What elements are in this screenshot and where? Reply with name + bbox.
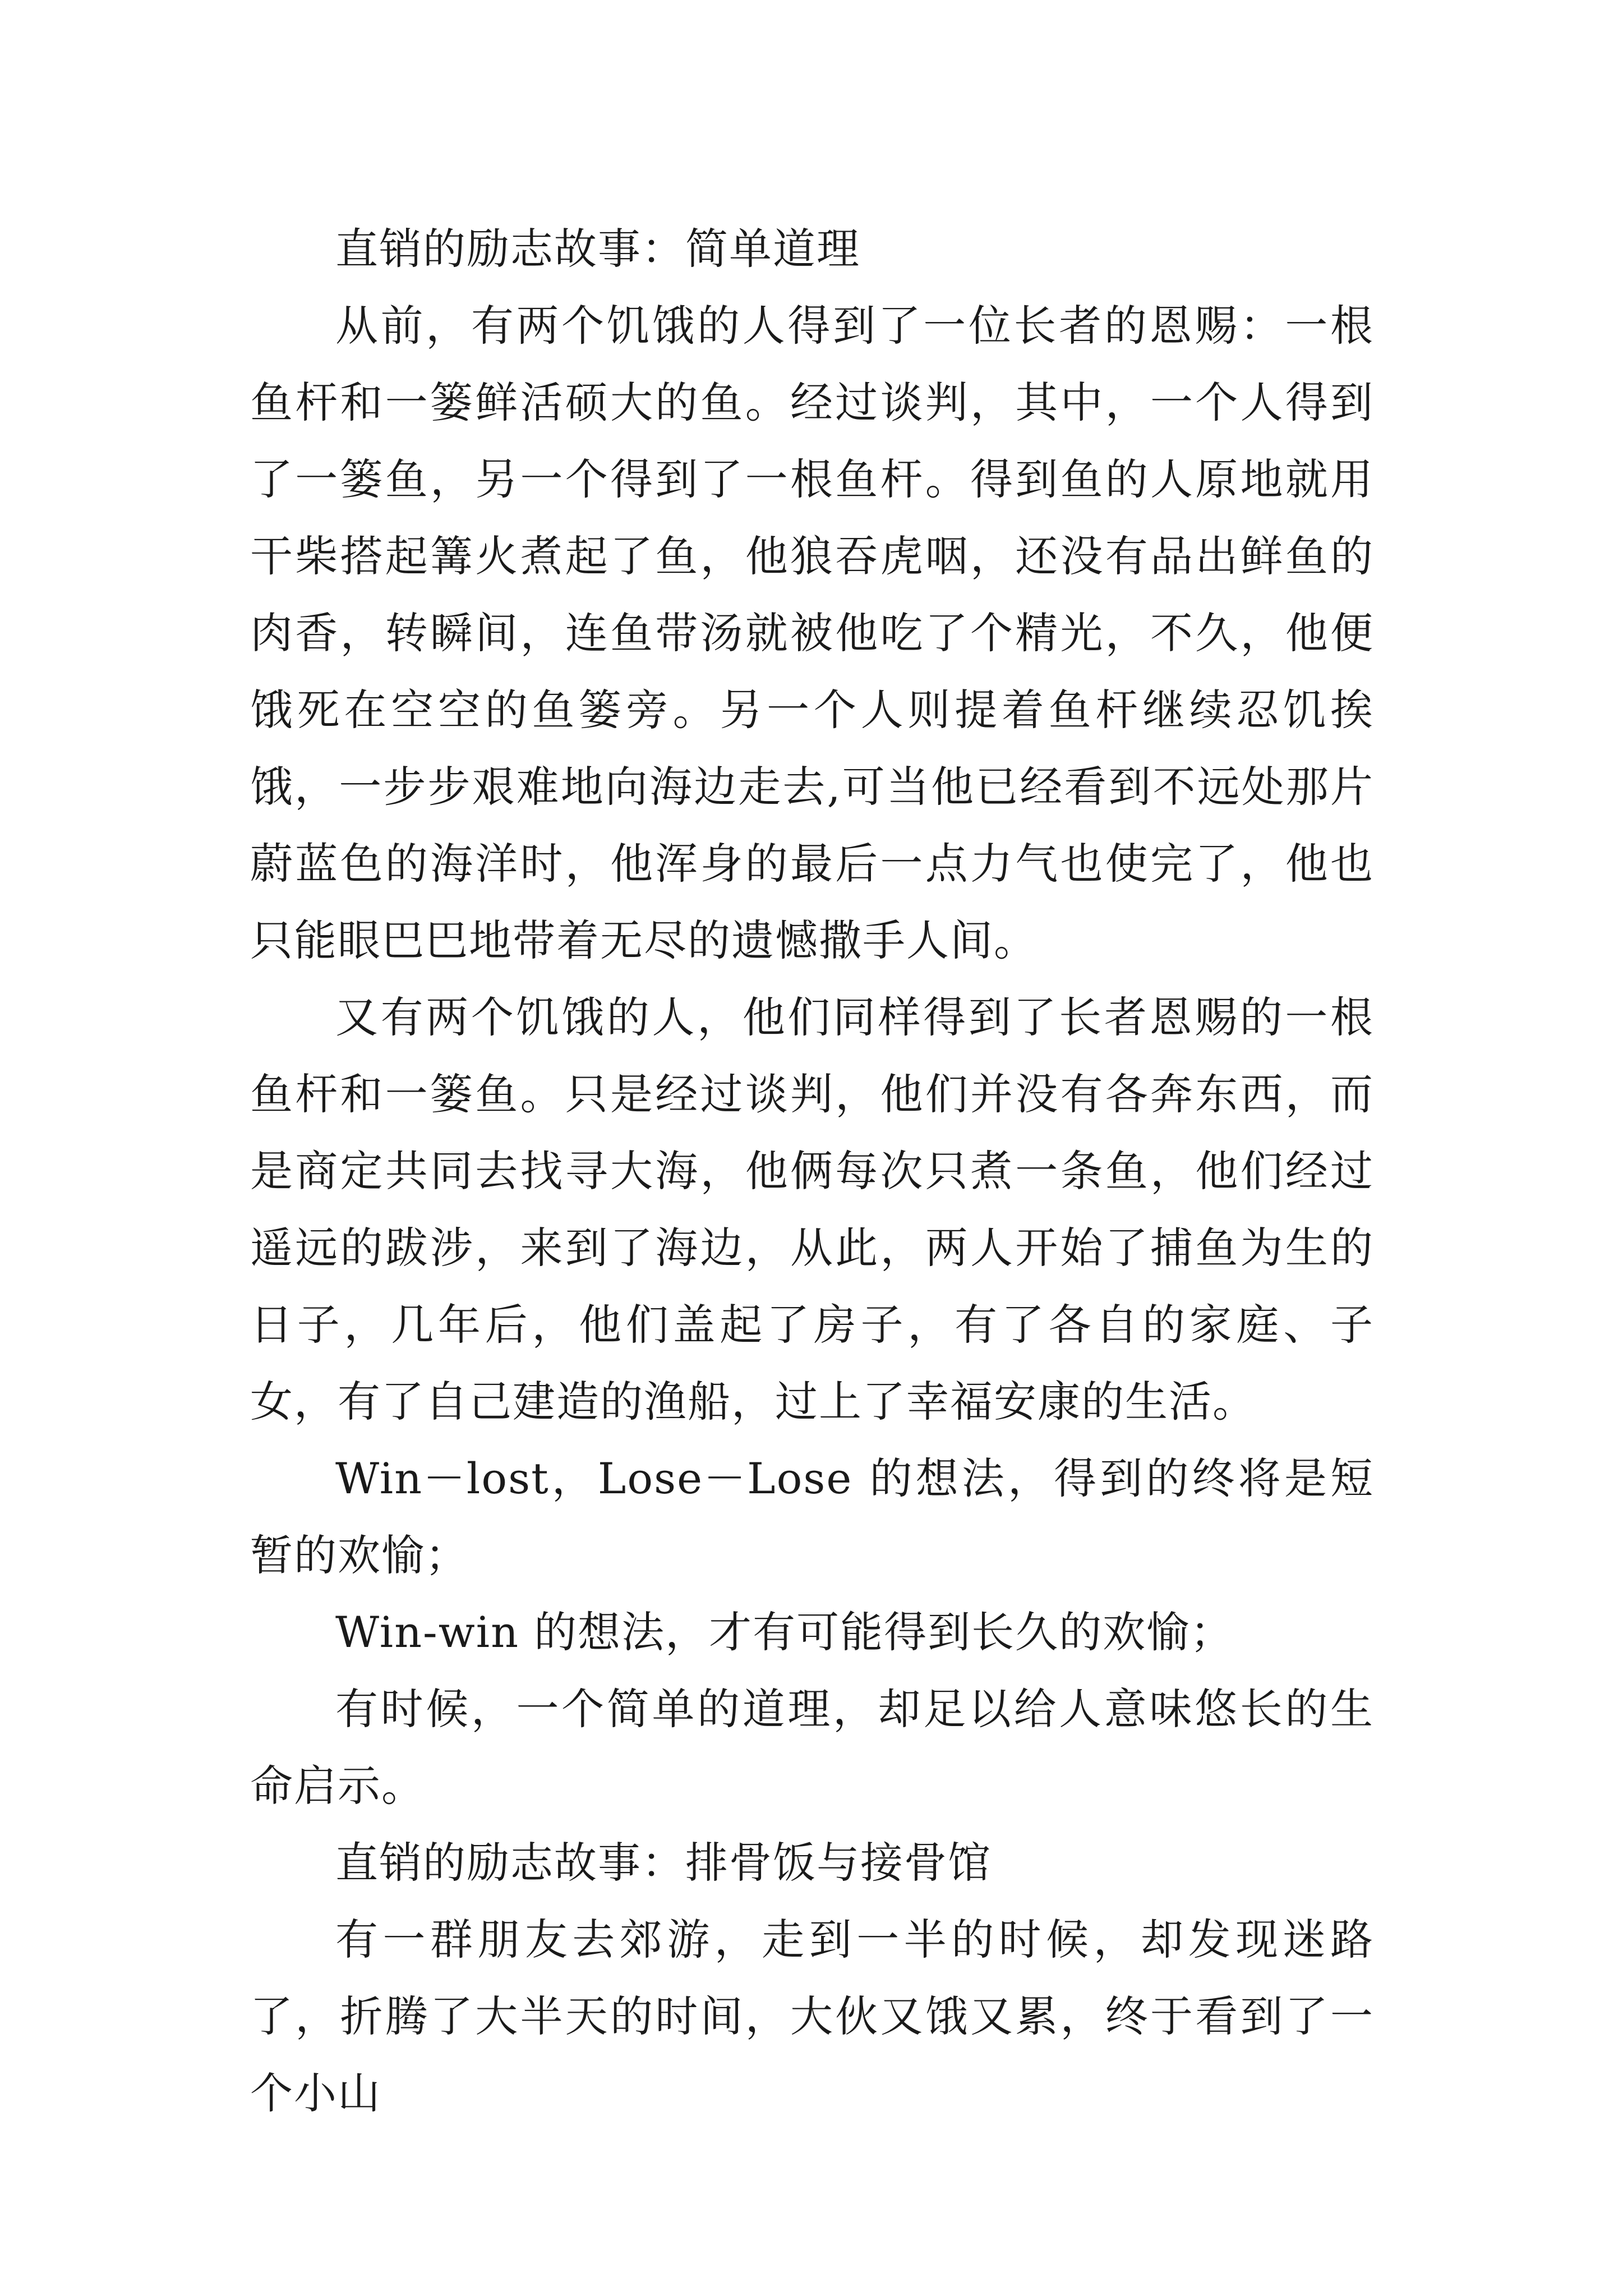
- document-body: [250, 210, 1374, 2132]
- paragraph-outing: 有一群朋友去郊游，走到一半的时候，却发现迷路了，折腾了大半天的时间，大伙又饿又累，终于看到了一个小山: [250, 1915, 1374, 2118]
- paragraph-moral: 有时候，一个简单的道理，却足以给人意味悠长的生命启示。: [250, 1684, 1374, 1811]
- story-title-ribs-rice: 直销的励志故事：排骨饭与接骨馆: [335, 1838, 992, 1888]
- paragraph-win-lost: Win－lost，Lose－Lose 的想法，得到的终将是短暂的欢愉；: [250, 1453, 1374, 1580]
- paragraph-second-pair: 又有两个饥饿的人，他们同样得到了长者恩赐的一根鱼杆和一篓鱼。只是经过谈判，他们并没有各奔东西，而是商定共同去找寻大海，他俩每次只煮一条鱼，他们经过遥远的跋涉，来到了海边，从此，两人开始了捕鱼为生的日子，几年后，他们盖起了房子，有了各自的家庭、子女，有了自己建造的渔船，过上了幸福安康的生活。: [250, 992, 1374, 1427]
- story-title-simple-truth: 直销的励志故事：简单道理: [335, 224, 860, 274]
- paragraph-first-pair: 从前，有两个饥饿的人得到了一位长者的恩赐：一根鱼杆和一篓鲜活硕大的鱼。经过谈判，其中，一个人得到了一篓鱼，另一个得到了一根鱼杆。得到鱼的人原地就用干柴搭起篝火煮起了鱼，他狼吞虎咽，还没有品出鲜鱼的肉香，转瞬间，连鱼带汤就被他吃了个精光，不久，他便饿死在空空的鱼篓旁。另一个人则提着鱼杆继续忍饥挨饿，一步步艰难地向海边走去,可当他已经看到不远处那片蔚蓝色的海洋时，他浑身的最后一点力气也使完了，他也只能眼巴巴地带着无尽的遗憾撒手人间。: [250, 301, 1374, 965]
- paragraph-win-win: Win-win 的想法，才有可能得到长久的欢愉；: [335, 1607, 1234, 1657]
